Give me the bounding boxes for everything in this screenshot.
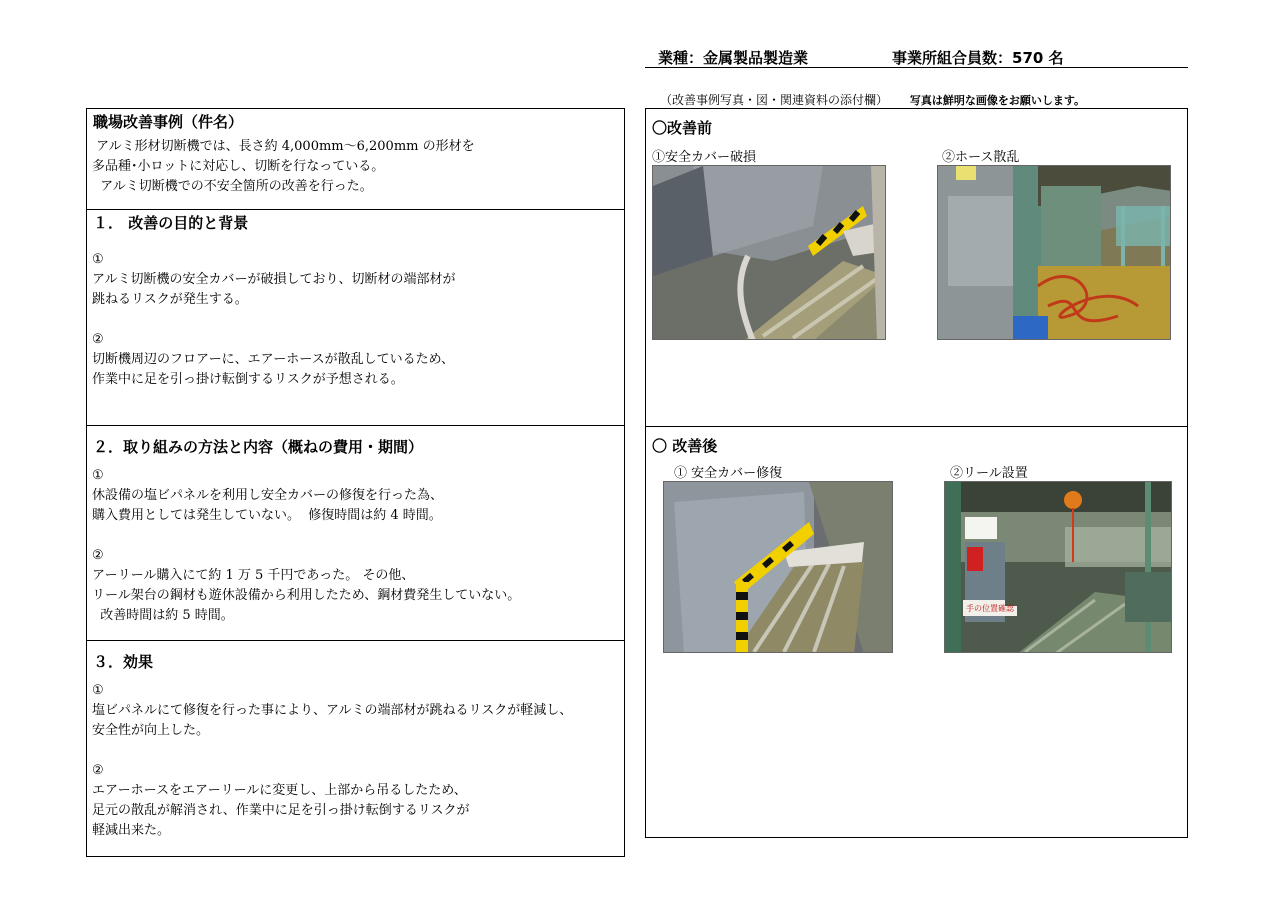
section-purpose-body: ① アルミ切断機の安全カバーが破損しており、切断材の端部材が 跳ねるリスクが発生する。 ② 切断機周辺のフロアーに、エアーホースが散乱しているため、 作業中に足を引っ掛け転倒するリスクが予想される。 xyxy=(92,252,456,387)
before-caption-1: ①安全カバー破損 xyxy=(652,150,757,165)
reel-photo-sign-1: 手の位置確認 xyxy=(966,604,1014,613)
attachment-label: （改善事例写真・図・関連資料の添付欄） xyxy=(660,93,889,107)
after-caption-1: ① 安全カバー修復 xyxy=(674,466,783,481)
header-divider xyxy=(645,67,1188,68)
photo-request: 写真は鮮明な画像をお願いします。 xyxy=(909,94,1085,107)
section-effect xyxy=(87,640,624,856)
before-title: 〇改善前 xyxy=(652,119,713,137)
section-method xyxy=(87,425,624,641)
right-panel xyxy=(645,108,1188,838)
case-body: アルミ形材切断機では、長さ約 4,000mm～6,200mm の形材を 多品種･小ロットに対応し、切断を行なっている。 アルミ切断機での不安全箇所の改善を行った。 xyxy=(92,139,475,194)
section-purpose-title: １． 改善の目的と背景 xyxy=(93,214,249,232)
section-method-body: ① 休設備の塩ビパネルを利用し安全カバーの修復を行った為、 購入費用としては発生していない。 修復時間は約 4 時間。 ② アーリール購入にて約 1 万 5 千円であった。 その他、 リール架台の鋼材も遊休設備から利用したため、鋼材費発生していない。 改善時間は約 5 時間。 xyxy=(92,468,521,623)
section-effect-body: ① 塩ビパネルにて修復を行った事により、アルミの端部材が跳ねるリスクが軽減し、 安全性が向上した。 ② エアーホースをエアーリールに変更し、上部から吊るしたため、 足元の散乱が解消され、作業中に足を引っ掛け転倒するリスクが 軽減出来た。 xyxy=(92,683,573,838)
after-section xyxy=(646,426,1187,837)
photo-repaired-cover xyxy=(663,481,893,653)
left-panel xyxy=(86,108,625,857)
photo-broken-cover xyxy=(652,165,886,340)
case-title: 職場改善事例（件名） xyxy=(93,113,244,131)
industry-label: 業種：金属製品製造業 xyxy=(658,49,809,67)
member-count-label: 事業所組合員数：570 名 xyxy=(892,49,1064,67)
section-method-title: ２．取り組みの方法と内容（概ねの費用・期間） xyxy=(93,438,424,456)
photo-scattered-hose xyxy=(937,165,1171,340)
after-title: 〇 改善後 xyxy=(652,437,718,455)
section-purpose xyxy=(87,209,624,426)
before-caption-2: ②ホース散乱 xyxy=(942,150,1020,165)
after-caption-2: ②リール設置 xyxy=(950,466,1028,481)
photo-reel-installed xyxy=(944,481,1172,653)
section-effect-title: ３．効果 xyxy=(93,653,154,671)
attachment-note xyxy=(660,91,1085,108)
